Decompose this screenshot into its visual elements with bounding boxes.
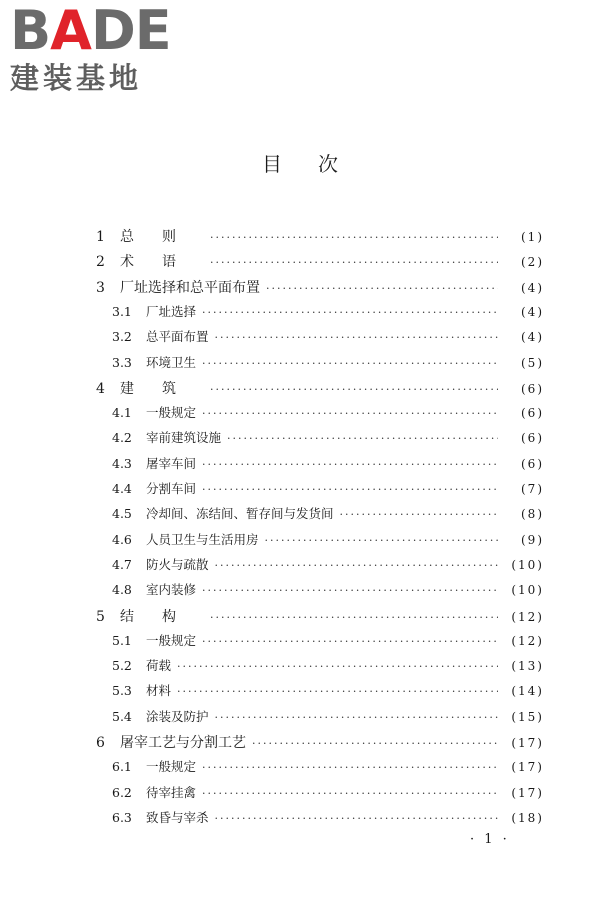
- toc-entry-number: 1: [96, 229, 105, 245]
- toc-entry-label: 致昏与宰杀: [146, 809, 209, 825]
- toc-leader-dots: [202, 483, 498, 496]
- toc-entry-number: 4.6: [112, 531, 132, 547]
- toc-section-row[interactable]: [112, 327, 544, 347]
- toc-entry-page: (4): [521, 330, 544, 345]
- toc-leader-dots: [210, 256, 498, 269]
- toc-entry-number: 6.2: [112, 784, 132, 800]
- bade-logo: [10, 0, 175, 96]
- toc-entry-number: 4.4: [112, 481, 132, 496]
- page-title: 目次: [262, 152, 374, 176]
- toc-leader-dots: [202, 787, 498, 800]
- toc-entry-page: (1): [521, 230, 544, 244]
- toc-entry-label: 室内装修: [146, 582, 197, 598]
- toc-leader-dots: [252, 737, 498, 750]
- toc-entry-page: (17): [511, 736, 544, 750]
- toc-entry-number: 3.3: [112, 354, 132, 370]
- toc-leader-dots: [340, 508, 498, 521]
- toc-leader-dots: [177, 660, 498, 673]
- toc-entry-number: 3.2: [112, 329, 132, 345]
- toc-entry-number: 5: [96, 608, 105, 625]
- toc-entry-page: (15): [511, 709, 544, 724]
- toc-entry-page: (12): [511, 633, 544, 648]
- toc-section-row[interactable]: [112, 353, 544, 373]
- toc-chapter-row[interactable]: [96, 226, 544, 246]
- toc-leader-dots: [215, 711, 498, 724]
- toc-leader-dots: [210, 611, 498, 624]
- toc-leader-dots: [215, 559, 498, 572]
- toc-leader-dots: [202, 761, 498, 774]
- toc-entry-page: (6): [521, 431, 544, 446]
- toc-entry-page: (13): [511, 659, 544, 674]
- toc-entry-label: 宰前建筑设施: [146, 430, 222, 446]
- toc-entry-number: 4.5: [112, 506, 132, 522]
- toc-entry-page: (12): [511, 609, 544, 624]
- toc-section-row[interactable]: [112, 428, 544, 448]
- logo-wordmark: BADE: [10, 0, 171, 62]
- toc-entry-page: (6): [521, 381, 544, 396]
- toc-entry-page: (4): [521, 280, 544, 295]
- toc-chapter-row[interactable]: [96, 606, 544, 626]
- toc-leader-dots: [215, 331, 498, 344]
- toc-leader-dots: [227, 432, 498, 445]
- toc-entry-label: 人员卫生与生活用房: [146, 531, 259, 547]
- toc-entry-page: (4): [521, 304, 544, 319]
- toc-section-row[interactable]: [112, 302, 544, 322]
- toc-leader-dots: [210, 231, 498, 244]
- toc-entry-label: 一般规定: [146, 632, 197, 648]
- toc-entry-number: 5.2: [112, 658, 132, 674]
- toc-leader-dots: [266, 282, 498, 295]
- toc-entry-label: 术语: [120, 254, 204, 271]
- toc-entry-label: 荷载: [146, 658, 172, 674]
- toc-leader-dots: [177, 685, 498, 698]
- toc-leader-dots: [215, 812, 498, 825]
- toc-leader-dots: [202, 357, 498, 370]
- toc-section-row[interactable]: [112, 707, 544, 727]
- toc-entry-number: 6: [96, 735, 105, 751]
- toc-entry-page: (10): [511, 583, 544, 598]
- toc-section-row[interactable]: [112, 808, 544, 828]
- toc-entry-label: 分割车间: [146, 481, 197, 496]
- toc-entry-label: 厂址选择和总平面布置: [120, 279, 260, 296]
- toc-entry-label: 建筑: [120, 380, 204, 397]
- toc-entry-label: 总则: [120, 229, 204, 245]
- toc-entry-label: 待宰挂禽: [146, 784, 197, 800]
- toc-entry-number: 5.4: [112, 708, 132, 724]
- toc-entry-number: 5.3: [112, 683, 132, 699]
- toc-entry-page: (7): [521, 482, 544, 496]
- toc-entry-number: 4.8: [112, 582, 132, 598]
- toc-section-row[interactable]: [112, 656, 544, 676]
- toc-leader-dots: [265, 534, 498, 547]
- toc-entry-page: (6): [521, 406, 544, 421]
- toc-leader-dots: [202, 407, 498, 420]
- toc-section-row[interactable]: [112, 783, 544, 803]
- toc-entry-label: 材料: [146, 683, 172, 699]
- toc-section-row[interactable]: [112, 454, 544, 474]
- toc-entry-page: (10): [511, 557, 544, 572]
- toc-entry-page: (18): [511, 810, 544, 825]
- toc-leader-dots: [202, 635, 498, 648]
- toc-entry-number: 4.1: [112, 405, 132, 421]
- toc-leader-dots: [202, 584, 498, 597]
- toc-entry-label: 结构: [120, 608, 204, 625]
- toc-entry-label: 屠宰工艺与分割工艺: [120, 735, 246, 751]
- toc-chapter-row[interactable]: [96, 277, 544, 297]
- toc-section-row[interactable]: [112, 530, 544, 550]
- logo-subtitle: 建装基地: [10, 61, 143, 95]
- toc-entry-label: 涂装及防护: [146, 708, 209, 724]
- toc-section-row[interactable]: [112, 479, 544, 499]
- toc-entry-number: 5.1: [112, 632, 132, 648]
- toc-section-row[interactable]: [112, 631, 544, 651]
- toc-entry-number: 4.3: [112, 455, 132, 471]
- toc-section-row[interactable]: [112, 681, 544, 701]
- toc-section-row[interactable]: [112, 757, 544, 777]
- toc-entry-number: 3: [96, 279, 105, 296]
- toc-entry-page: (6): [521, 456, 544, 471]
- toc-leader-dots: [202, 458, 498, 471]
- toc-chapter-row[interactable]: [96, 378, 544, 398]
- toc-entry-page: (9): [521, 532, 544, 547]
- toc-section-row[interactable]: [112, 403, 544, 423]
- toc-entry-number: 4.2: [112, 430, 132, 446]
- toc-entry-label: 厂址选择: [146, 303, 197, 319]
- toc-section-row[interactable]: [112, 555, 544, 575]
- toc-entry-page: (17): [511, 785, 544, 800]
- toc-entry-label: 总平面布置: [146, 329, 209, 345]
- toc-entry-number: 4.7: [112, 556, 132, 572]
- toc-entry-label: 冷却间、冻结间、暂存间与发货间: [146, 506, 334, 522]
- logo-accent-letter: A: [50, 0, 91, 62]
- toc-leader-dots: [202, 306, 498, 319]
- page-number: · 1 ·: [470, 832, 510, 847]
- toc-entry-page: (17): [511, 760, 544, 775]
- toc-leader-dots: [210, 383, 498, 396]
- toc-section-row[interactable]: [112, 580, 544, 600]
- toc-entry-page: (5): [521, 355, 544, 370]
- toc-chapter-row[interactable]: [96, 251, 544, 271]
- toc-entry-page: (14): [511, 684, 544, 699]
- toc-entry-label: 屠宰车间: [146, 455, 197, 471]
- toc-entry-page: (8): [521, 507, 544, 522]
- toc-entry-number: 6.1: [112, 759, 132, 775]
- toc-entry-number: 2: [96, 254, 105, 271]
- toc-entry-number: 3.1: [112, 303, 132, 319]
- toc-entry-label: 一般规定: [146, 759, 197, 775]
- toc-section-row[interactable]: [112, 504, 544, 524]
- toc-entry-label: 防火与疏散: [146, 556, 209, 572]
- toc-entry-number: 4: [96, 380, 105, 397]
- toc-entry-label: 环境卫生: [146, 354, 197, 370]
- toc-chapter-row[interactable]: [96, 732, 544, 752]
- toc-entry-page: (2): [521, 255, 544, 270]
- toc-entry-label: 一般规定: [146, 405, 197, 421]
- toc-entry-number: 6.3: [112, 809, 132, 825]
